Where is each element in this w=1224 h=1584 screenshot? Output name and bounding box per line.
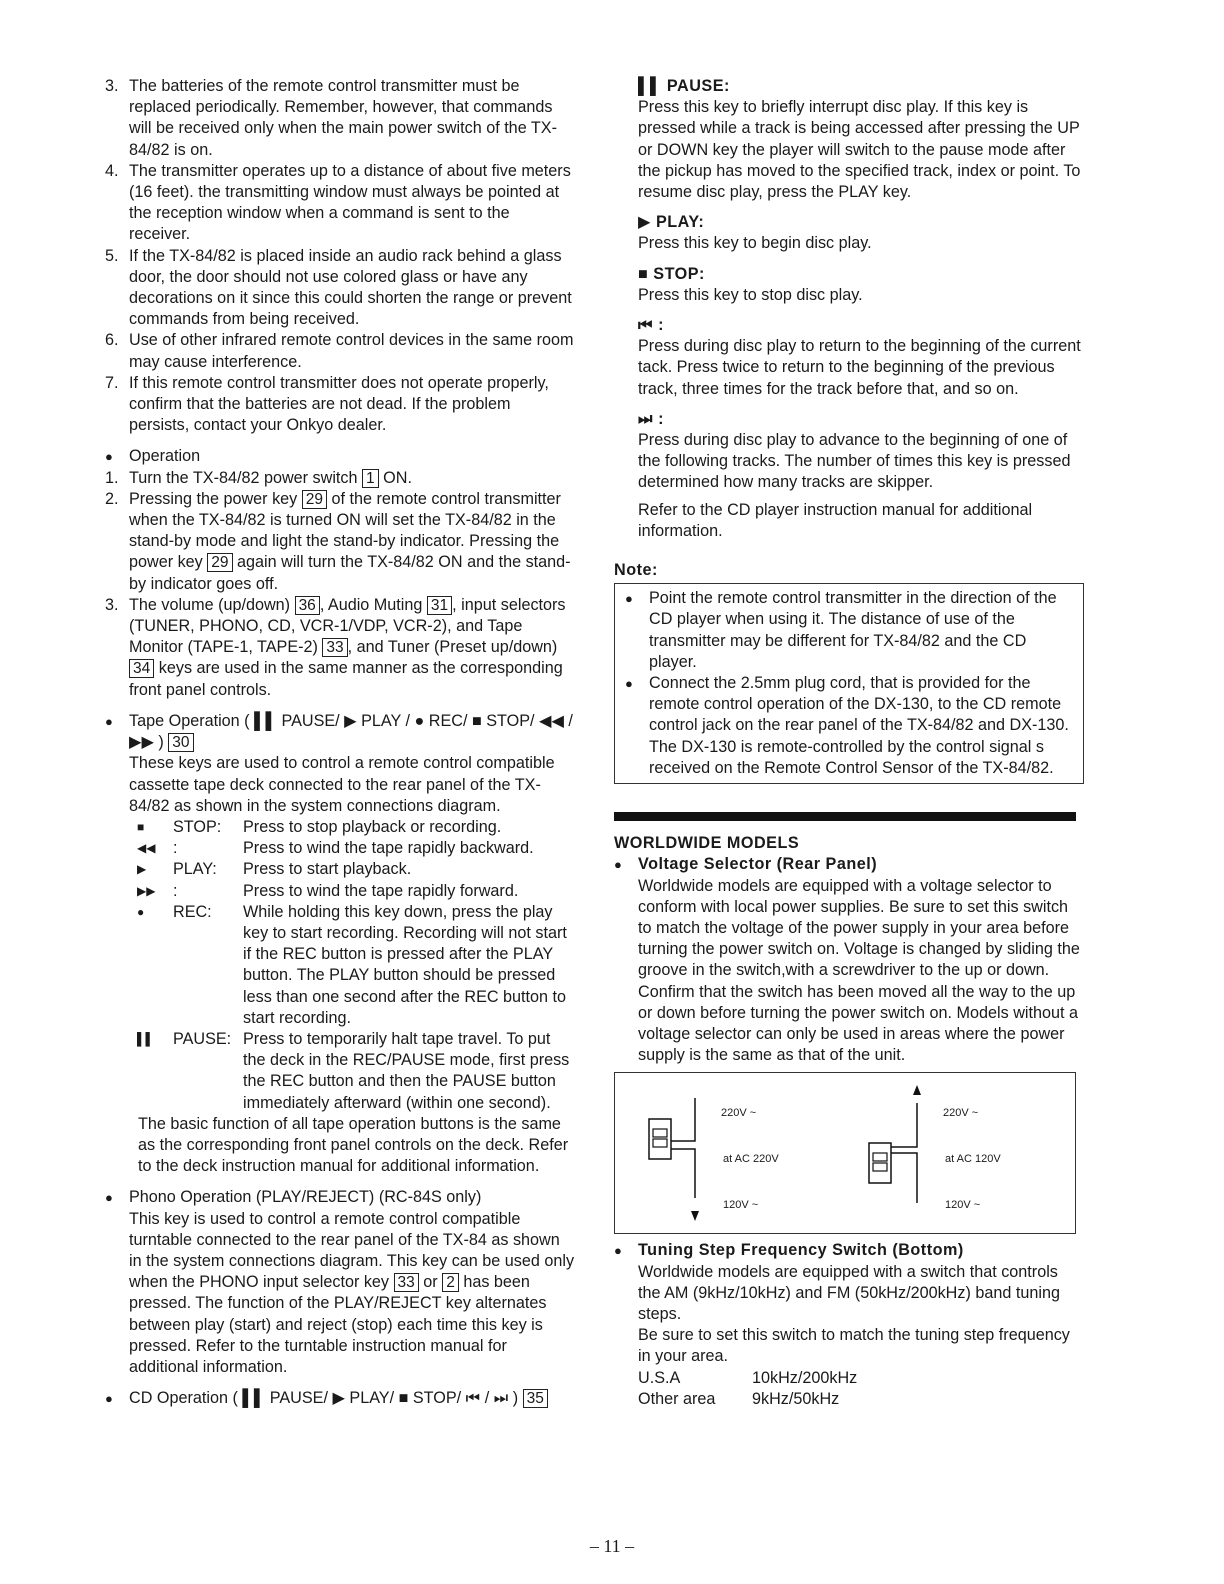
tape-intro: These keys are used to control a remote control compatible cassette tape deck connected to the rear panel of the TX-84/82 as shown in the system connections diagram. xyxy=(129,754,555,815)
cd-key-heading: ▶ PLAY: xyxy=(638,213,705,232)
cd-key-heading: ■ STOP: xyxy=(638,264,705,283)
bullet: ● xyxy=(614,1243,622,1259)
key-symbol-icon: ▌▌ xyxy=(137,1031,155,1046)
item-text: The batteries of the remote control transmitter must be replaced periodically. Remember, however, that commands will be received only when the main power switch of the TX-84/82 is on. xyxy=(129,77,557,159)
cd-key-heading: ⏮ : xyxy=(638,316,664,335)
key-ref: 34 xyxy=(129,659,154,678)
list-item xyxy=(105,373,575,437)
page-number: – 11 – xyxy=(589,1536,635,1556)
switch-left xyxy=(649,1098,699,1221)
note-section xyxy=(614,560,1084,784)
cd-key-description: Press during disc play to return to the beginning of the current tack. Press twice to return to the beginning of the previous track, three times for the track before that, and so on. xyxy=(638,337,1081,398)
tape-key-row xyxy=(137,1029,575,1114)
key-description: While holding this key down, press the play key to start recording. Recording will not start if the REC button is pressed after the PLAY button. The PLAY button should be pressed less than one second after the REC button to start recording. xyxy=(243,902,567,1027)
diagram-right-bot-label: 120V ~ xyxy=(945,1199,981,1212)
tape-key-row xyxy=(137,838,575,859)
key-description: Press to wind the tape rapidly forward. xyxy=(243,881,519,900)
cd-key-description: Press during disc play to advance to the beginning of one of the following tracks. The number of times this key is pressed determined how many tracks are skipper. xyxy=(638,431,1071,492)
item-number: 4. xyxy=(105,161,119,180)
worldwide-heading: WORLDWIDE MODELS xyxy=(614,834,800,853)
key-ref: 35 xyxy=(523,1389,548,1408)
item-text: The transmitter operates up to a distance of about five meters (16 feet). the transmitting window must always be pointed at the reception window when a command is sent to the receiver. xyxy=(129,161,571,244)
item-number: 5. xyxy=(105,246,119,265)
bullet: ● xyxy=(105,713,113,729)
phono-operation-heading: ● Phono Operation (PLAY/REJECT) (RC-84S only) xyxy=(105,1187,575,1208)
key-ref: 29 xyxy=(207,553,232,572)
list-item xyxy=(105,76,575,161)
cd-operation-heading: ● CD Operation ( ▌▌ PAUSE/ ▶ PLAY/ ■ STOP/ ⏮ / ⏭ ) 35 xyxy=(105,1388,575,1409)
diagram-left-top-label: 220V ~ xyxy=(721,1107,757,1120)
diagram-left-bot-label: 120V ~ xyxy=(723,1199,759,1212)
tape-outro: The basic function of all tape operation buttons is the same as the corresponding front panel controls on the deck. Refer to the deck instruction manual for additional information. xyxy=(138,1114,569,1176)
key-ref: 1 xyxy=(362,469,379,488)
bullet: ● xyxy=(614,857,622,873)
frequency-value: 9kHz/50kHz xyxy=(752,1389,840,1408)
note-item xyxy=(625,673,1073,779)
cd-key-block xyxy=(614,76,1084,203)
tape-key-row xyxy=(137,902,575,1029)
key-ref: 36 xyxy=(295,596,320,615)
key-label: PAUSE: xyxy=(173,1029,232,1048)
operation-step-1: 1. Turn the TX-84/82 power switch 1 ON. xyxy=(105,468,412,487)
key-description: Press to stop playback or recording. xyxy=(243,817,502,836)
cd-key-description: Press this key to stop disc play. xyxy=(638,285,863,304)
key-symbol-icon: ● xyxy=(137,904,145,919)
key-ref: 33 xyxy=(394,1273,419,1292)
tape-key-row xyxy=(137,881,575,902)
list-item xyxy=(105,161,575,246)
key-label: STOP: xyxy=(173,817,222,836)
item-text: Use of other infrared remote control devices in the same room may cause interference. xyxy=(129,331,574,371)
item-number: 3. xyxy=(105,77,119,95)
note-item xyxy=(625,588,1073,673)
note-text: Point the remote control transmitter in the direction of the CD player when using it. The distance of use of the transmitter may be different for TX-84/82 and the CD player. xyxy=(649,589,1057,671)
item-number: 7. xyxy=(105,373,119,392)
cd-key-block xyxy=(614,212,1084,254)
cd-key-block xyxy=(614,315,1084,400)
key-label: : xyxy=(173,839,178,858)
cd-key-description: Press this key to briefly interrupt disc play. If this key is pressed while a track is being accessed after pressing the UP or DOWN key the player will switch to the pause mode after the pickup has moved to the specified track, index or point. To resume disc play, press the PLAY key. xyxy=(638,98,1081,202)
key-ref: 2 xyxy=(442,1273,459,1292)
bullet: ● xyxy=(625,591,633,607)
diagram-left-mid-label: at AC 220V xyxy=(723,1153,779,1166)
item-text: If this remote control transmitter does not operate properly, confirm that the batteries are not dead. If the problem persists, contact your Onkyo dealer. xyxy=(129,373,549,435)
phono-text: This key is used to control a remote control compatible turntable connected to the rear panel of the TX-84 as shown in the system connections diagram. This key can be used only when the PHONO input selector key 33 or 2 has been pressed. The function of the PLAY/REJECT key alternates between play (start) and reject (stop) each time this key is pressed. Refer to the turntable instruction manual for additional information. xyxy=(129,1209,575,1376)
tape-operation-heading: ● Tape Operation ( ▌▌ PAUSE/ ▶ PLAY / ● REC/ ■ STOP/ ◀◀ / ▶▶ ) 30 xyxy=(105,711,575,753)
frequency-value: 10kHz/200kHz xyxy=(752,1368,858,1387)
key-ref: 29 xyxy=(302,490,327,509)
note-box xyxy=(614,583,1084,784)
key-ref: 33 xyxy=(322,638,347,657)
voltage-selector-heading: ● Voltage Selector (Rear Panel) xyxy=(614,854,1084,875)
key-symbol-icon: ■ xyxy=(137,819,145,834)
key-symbol-icon: ▶▶ xyxy=(137,883,156,898)
operation-step-3: 3. The volume (up/down) 36 , Audio Muting 31 , input selectors (TUNER, PHONO, CD, VCR-1/VDP, VCR-2), and Tape Monitor (TAPE-1, TAPE-2) 33 , and Tuner (Preset up/down) 34 keys are used in the same manner as the corresponding front panel controls. xyxy=(105,595,566,699)
right-column xyxy=(614,76,1084,1410)
tape-key-row xyxy=(137,817,575,838)
cd-key-block xyxy=(614,264,1084,306)
list-item xyxy=(105,330,575,372)
voltage-selector-text: Worldwide models are equipped with a voltage selector to conform with local power supplies. Be sure to set this switch to match the voltage of the power supply in your area before turning the power switch on. Voltage is changed by sliding the groove in the switch,with a screwdriver to the up or down. Confirm that the switch has been moved all the way to the up or down before turning the power switch on. Models without a voltage selector can only be used in areas where the power supply is the same as that of the unit. xyxy=(638,876,1080,1065)
key-label: REC: xyxy=(173,902,212,921)
operation-heading: ● Operation xyxy=(105,446,575,467)
tuning-step-text-2: Be sure to set this switch to match the tuning step frequency in your area. xyxy=(638,1326,1070,1366)
frequency-row xyxy=(638,1389,1084,1410)
tuning-step-heading: ● Tuning Step Frequency Switch (Bottom) xyxy=(614,1240,1084,1261)
diagram-right-top-label: 220V ~ xyxy=(943,1107,979,1120)
note-text: Connect the 2.5mm plug cord, that is provided for the remote control operation of the DX-130, to the CD remote control jack on the rear panel of the TX-84/82 and DX-130. The DX-130 is remote-controlled by the control signal s received on the Remote Control Sensor of the TX-84/82. xyxy=(649,674,1069,777)
key-symbol-icon: ◀◀ xyxy=(137,841,156,856)
key-description: Press to temporarily halt tape travel. To put the deck in the REC/PAUSE mode, first press the REC button and then the PAUSE button immediately afterward (within one second). xyxy=(243,1029,570,1112)
bullet: ● xyxy=(105,1190,113,1206)
frequency-row xyxy=(638,1368,1084,1389)
cd-refer-text: Refer to the CD player instruction manual for additional information. xyxy=(638,500,1033,540)
remote-notes-list xyxy=(105,76,575,436)
left-column xyxy=(105,76,575,1409)
bullet: ● xyxy=(105,1391,113,1407)
voltage-selector-diagram xyxy=(614,1072,1076,1234)
key-description: Press to wind the tape rapidly backward. xyxy=(243,839,534,858)
key-label: PLAY: xyxy=(173,860,217,879)
frequency-region: U.S.A xyxy=(638,1368,681,1387)
switch-right xyxy=(869,1085,921,1203)
note-label: Note: xyxy=(614,561,658,580)
item-number: 6. xyxy=(105,331,119,350)
cd-key-heading: ⏭ : xyxy=(638,409,664,428)
cd-key-list xyxy=(614,76,1084,494)
bullet: ● xyxy=(105,449,113,465)
section-divider xyxy=(614,812,1076,821)
cd-key-description: Press this key to begin disc play. xyxy=(638,234,872,253)
key-label: : xyxy=(173,881,178,900)
key-ref: 31 xyxy=(427,596,452,615)
list-item xyxy=(105,246,575,331)
cd-key-block xyxy=(614,409,1084,494)
bullet: ● xyxy=(625,676,633,692)
frequency-table xyxy=(614,1368,1084,1410)
voltage-switch-drawing xyxy=(615,1073,1075,1233)
operation-step-2: 2. Pressing the power key 29 of the remote control transmitter when the TX-84/82 is turned ON will set the TX-84/82 in the stand-by mode and light the stand-by indicator. Pressing the power key 29 again will turn the TX-84/82 ON and the stand-by indicator goes off. xyxy=(105,489,571,593)
tape-key-row xyxy=(137,859,575,880)
key-ref: 30 xyxy=(168,733,193,752)
tuning-step-text: Worldwide models are equipped with a switch that controls the AM (9kHz/10kHz) and FM (50kHz/200kHz) band tuning steps. xyxy=(638,1262,1060,1323)
tape-key-table xyxy=(137,817,575,1114)
diagram-right-mid-label: at AC 120V xyxy=(945,1153,1001,1166)
key-description: Press to start playback. xyxy=(243,860,412,879)
key-symbol-icon: ▶ xyxy=(137,862,147,877)
frequency-region: Other area xyxy=(638,1389,716,1408)
item-text: If the TX-84/82 is placed inside an audio rack behind a glass door, the door should not use colored glass or have any decorations on it since this could shorten the range or prevent commands from being received. xyxy=(129,246,572,329)
cd-key-heading: ▌▌ PAUSE: xyxy=(638,77,730,95)
